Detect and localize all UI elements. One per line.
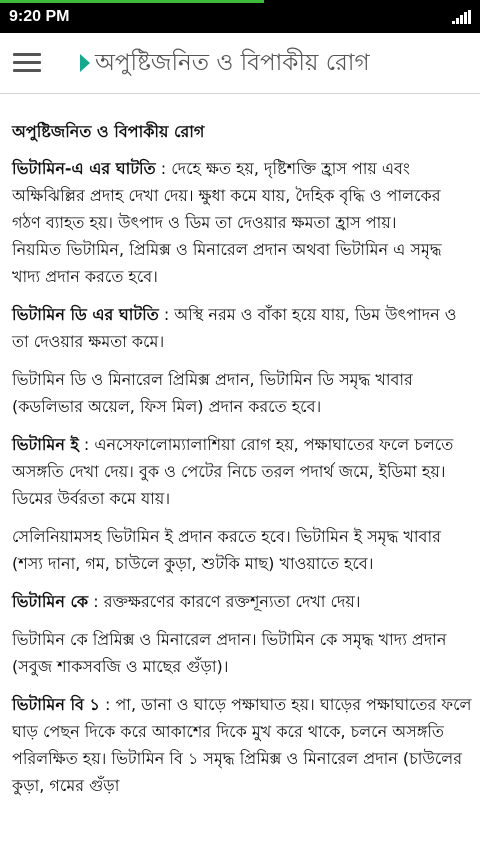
section-text: : এনসেফালোম্যালাশিয়া রোগ হয়, পক্ষাঘাতের ফলে চলতে অসঙ্গতি দেখা দেয়। বুক ও পেটের নিচে তরল পদার্থ জমে, ইডিমা হয়। ডিমের উর্বরতা কমে যায়। (12, 435, 454, 508)
section-text: : দেহে ক্ষত হয়, দৃষ্টিশক্তি হ্রাস পায় এবং অক্ষিঝিল্লির প্রদাহ দেখা দেয়। ক্ষুধা কমে যায়, দৈহিক বৃদ্ধি ও পালকের গঠণ ব্যাহত হয়। উৎপাদ ও ডিম তা দেওয়ার ক্ষমতা হ্রাস পায়। (12, 159, 441, 232)
loading-progress-bar (0, 0, 264, 3)
status-bar (0, 0, 480, 33)
section-vitamin-e (12, 431, 472, 512)
section-vitamin-e-treatment (12, 523, 472, 577)
section-text: ভিটামিন কে প্রিমিক্স ও মিনারেল প্রদান। ভিটামিন কে সমৃদ্ধ খাদ্য প্রদান (সবুজ শাকসবজি ও মাছের গুঁড়া)। (12, 630, 447, 676)
term-label: ভিটামিন-এ এর ঘাটতি (12, 159, 156, 178)
section-text: : পা, ডানা ও ঘাড়ে পক্ষাঘাত হয়। ঘাড়ের পক্ষাঘাতের ফলে ঘাড় পেছন দিকে করে আকাশের দিকে মুখ করে থাকে, চলনে অসঙ্গতি পরিলক্ষিত হয়। ভিটামিন বি ১ সমৃদ্ধ প্রিমিক্স ও মিনারেল প্রদান (চাউলের কুড়া, গমের গুঁড়া (12, 695, 472, 795)
section-vitamin-a (12, 155, 472, 290)
section-text: : অস্থি নরম ও বাঁকা হয়ে যায়, ডিম উৎপাদন ও তা দেওয়ার ক্ষমতা কমে। (12, 305, 457, 351)
section-vitamin-d-treatment (12, 366, 472, 420)
app-bar (0, 33, 480, 94)
section-text: সেলিনিয়ামসহ ভিটামিন ই প্রদান করতে হবে। ভিটামিন ই সমৃদ্ধ খাবার (শস্য দানা, গম, চাউলে কুড়া, শুটকি মাছ) খাওয়াতে হবে। (12, 527, 441, 573)
section-vitamin-b1 (12, 691, 472, 799)
term-label: ভিটামিন ই (12, 435, 79, 454)
page-title: অপুষ্টিজনিত ও বিপাকীয় রোগ (95, 50, 370, 76)
term-label: ভিটামিন ডি এর ঘাটতি (12, 305, 159, 324)
term-label: ভিটামিন বি ১ (12, 695, 100, 714)
title-arrow-icon (80, 54, 90, 72)
article-heading: অপুষ্টিজনিত ও বিপাকীয় রোগ (12, 122, 205, 141)
section-text-2: নিয়মিত ভিটামিন, প্রিমিক্স ও মিনারেল প্রদান অথবা ভিটামিন এ সমৃদ্ধ খাদ্য প্রদান করতে হবে। (12, 240, 442, 286)
section-vitamin-k (12, 588, 472, 615)
hamburger-menu-icon[interactable] (13, 53, 41, 73)
article-content (12, 118, 472, 810)
term-label: ভিটামিন কে (12, 592, 89, 611)
section-text: : রক্তক্ষরণের কারণে রক্তশূন্যতা দেখা দেয়। (88, 592, 361, 611)
section-vitamin-k-treatment (12, 626, 472, 680)
status-time: 9:20 PM (9, 8, 70, 25)
section-vitamin-d (12, 301, 472, 355)
section-text: ভিটামিন ডি ও মিনারেল প্রিমিক্স প্রদান, ভিটামিন ডি সমৃদ্ধ খাবার (কডলিভার অয়েল, ফিস মিল) প্রদান করতে হবে। (12, 370, 413, 416)
signal-strength-icon (452, 10, 472, 24)
